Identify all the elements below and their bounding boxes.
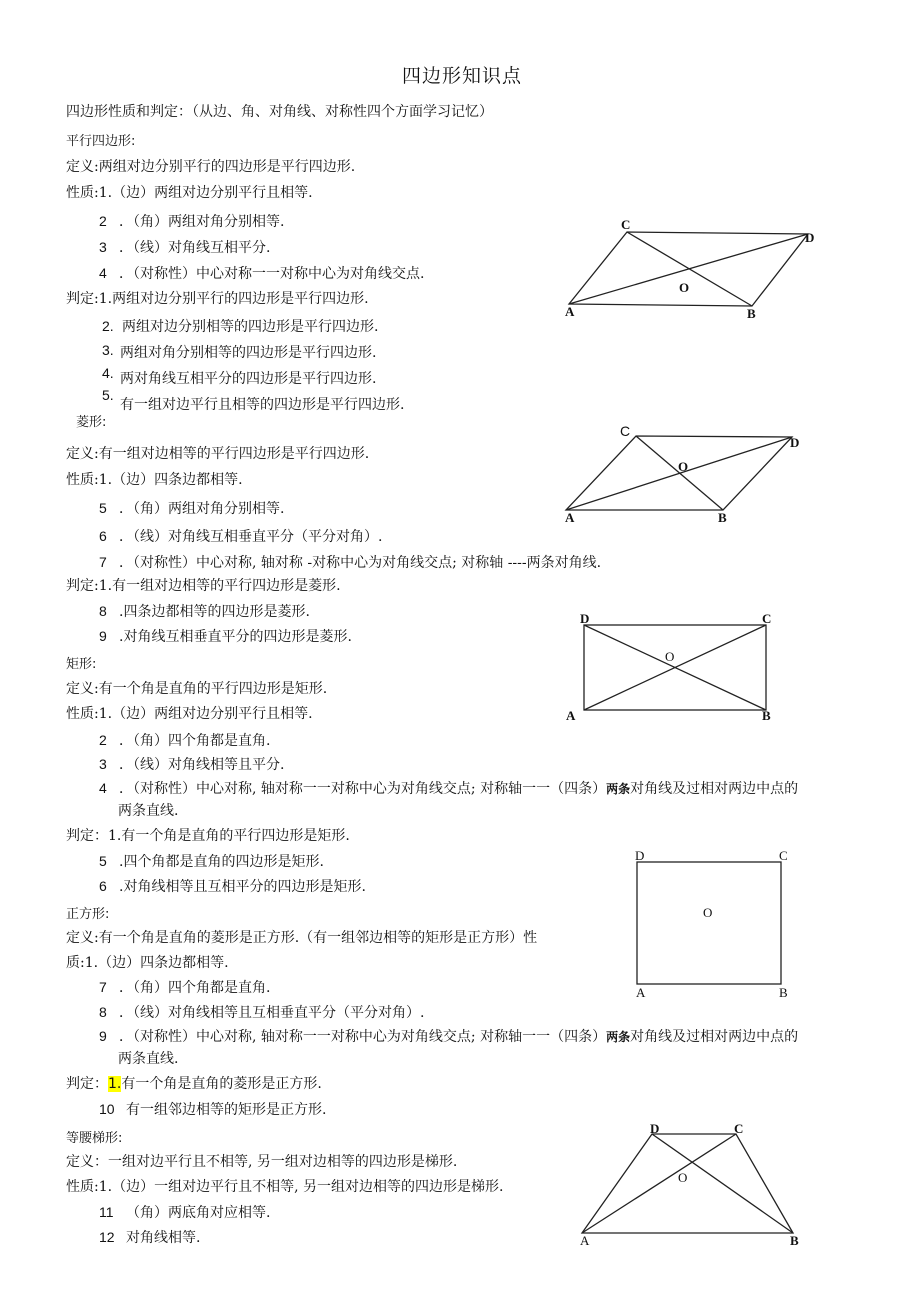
- item-text: 对角线及过相对两边中点的: [630, 1029, 799, 1045]
- vertex-label-a: A: [636, 985, 646, 1000]
- section-heading-parallelogram: 平行四边形:: [66, 134, 136, 149]
- item-text: ．（对称性）中心对称, 轴对称 -对称中心为对角线交点; 对称轴 ----两条对角线.: [119, 555, 602, 571]
- text-line: 定义:有一个角是直角的平行四边形是矩形.: [66, 681, 328, 697]
- vertex-label-c: C: [762, 611, 772, 626]
- item-number: 3: [99, 239, 107, 255]
- item-text: 两条: [606, 1030, 631, 1044]
- vertex-label-b: B: [790, 1233, 799, 1248]
- item-text: 判定：: [66, 1076, 108, 1092]
- intro-text: 四边形性质和判定：（从边、角、对角线、对称性四个方面学习记忆）: [66, 104, 493, 120]
- vertex-label-d: D: [580, 611, 590, 626]
- trapezoid-outline: [582, 1134, 793, 1233]
- vertex-label-b: B: [747, 306, 756, 321]
- text-line: 判定:1.有一组对边相等的平行四边形是菱形.: [66, 578, 341, 594]
- item-number: 5.: [102, 387, 114, 403]
- text-line: 判定：1.有一个角是直角的平行四边形是矩形.: [66, 828, 350, 844]
- vertex-label-c: C: [620, 423, 631, 439]
- item-text: 两组对角分别相等的四边形是平行四边形.: [120, 345, 377, 361]
- page-title: 四边形知识点: [402, 65, 523, 87]
- vertex-label-c: C: [779, 848, 788, 863]
- item-text: ．（线）对角线互相垂直平分（平分对角）.: [119, 529, 383, 545]
- item-number: 4.: [102, 365, 114, 381]
- vertex-label-d: D: [635, 848, 645, 863]
- item-number: 12: [99, 1229, 115, 1245]
- text-line: 性质:1.（边）两组对边分别平行且相等.: [66, 185, 313, 201]
- item-number: 7: [99, 979, 107, 995]
- text-line: 定义:两组对边分别平行的四边形是平行四边形.: [66, 159, 356, 175]
- item-number: 6: [99, 528, 107, 544]
- item-text: ．（角）两组对角分别相等.: [119, 214, 285, 230]
- item-number: 11: [99, 1204, 114, 1220]
- text-line: 性质:1.（边）一组对边平行且不相等, 另一组对边相等的四边形是梯形.: [66, 1179, 504, 1195]
- vertex-label-d: D: [650, 1121, 660, 1136]
- vertex-label-d: D: [805, 230, 815, 245]
- vertex-label-a: A: [580, 1233, 590, 1248]
- item-number: 8: [99, 603, 107, 619]
- item-text: ．（线）对角线相等且互相垂直平分（平分对角）.: [119, 1005, 425, 1021]
- item-text: ．（角）四个角都是直角.: [119, 980, 271, 996]
- item-number: 10: [99, 1101, 115, 1117]
- vertex-label-a: A: [565, 304, 575, 319]
- vertex-label-b: B: [779, 985, 788, 1000]
- center-label-o: O: [665, 649, 675, 664]
- item-text: .四条边都相等的四边形是菱形.: [119, 604, 310, 620]
- item-number: 2: [99, 732, 107, 748]
- vertex-label-a: A: [566, 708, 576, 723]
- item-text: ．（对称性）中心对称, 轴对称一一对称中心为对角线交点; 对称轴一一（四条）: [119, 1029, 607, 1045]
- vertex-label-b: B: [718, 510, 727, 525]
- text-line: 定义:有一个角是直角的菱形是正方形.（有一组邻边相等的矩形是正方形）性: [66, 930, 538, 946]
- item-number: 6: [99, 878, 107, 894]
- item-text: 有一组对边平行且相等的四边形是平行四边形.: [120, 397, 405, 413]
- vertex-label-d: D: [790, 435, 800, 450]
- text-line: 质:1.（边）四条边都相等.: [66, 955, 229, 971]
- item-text: 对角线及过相对两边中点的: [630, 781, 799, 797]
- item-text: .对角线相等且互相平分的四边形是矩形.: [119, 879, 366, 895]
- item-text: ．（角）两组对角分别相等.: [119, 501, 285, 517]
- item-number: 4: [99, 265, 107, 281]
- section-heading-square: 正方形:: [66, 907, 110, 922]
- text-line: 性质:1.（边）两组对边分别平行且相等.: [66, 706, 313, 722]
- item-text: 两对角线互相平分的四边形是平行四边形.: [120, 371, 377, 387]
- vertex-label-a: A: [565, 510, 575, 525]
- center-label-o: O: [678, 1170, 688, 1185]
- center-label-o: O: [679, 280, 690, 295]
- vertex-label-c: C: [621, 217, 631, 232]
- item-text: ．（角）四个角都是直角.: [119, 733, 271, 749]
- item-number: 5: [99, 500, 107, 516]
- item-text: .对角线互相垂直平分的四边形是菱形.: [119, 629, 352, 645]
- item-text: .四个角都是直角的四边形是矩形.: [119, 854, 324, 870]
- diagonal-ac: [582, 1134, 736, 1233]
- text-line: 性质:1.（边）四条边都相等.: [66, 472, 243, 488]
- section-heading-rectangle: 矩形:: [66, 657, 97, 672]
- section-heading-rhombus: 菱形:: [76, 415, 107, 430]
- item-number: 9: [99, 1028, 107, 1044]
- item-text: （角）两底角对应相等.: [126, 1205, 271, 1221]
- item-text: ．（线）对角线相等且平分.: [119, 757, 285, 773]
- item-number: 3.: [102, 342, 114, 358]
- text-line: 两条直线.: [118, 1051, 179, 1067]
- text-line: 两条直线.: [118, 803, 179, 819]
- highlighted-number: 1.: [108, 1076, 122, 1092]
- vertex-label-b: B: [762, 708, 771, 723]
- item-text: 有一个角是直角的菱形是正方形.: [121, 1076, 322, 1092]
- item-text: 有一组邻边相等的矩形是正方形.: [126, 1102, 327, 1118]
- item-text: 两条: [606, 782, 631, 796]
- item-number: 3: [99, 756, 107, 772]
- item-number: 4: [99, 780, 107, 796]
- item-text: ．（对称性）中心对称, 轴对称一一对称中心为对角线交点; 对称轴一一（四条）: [119, 781, 607, 797]
- item-number: 2: [99, 213, 107, 229]
- item-number: 8: [99, 1004, 107, 1020]
- item-text: ．（线）对角线互相平分.: [119, 240, 271, 256]
- center-label-o: O: [703, 905, 713, 920]
- section-heading-trapezoid: 等腰梯形:: [66, 1131, 123, 1146]
- item-number: 2.: [102, 318, 114, 334]
- item-text: 对角线相等.: [126, 1230, 201, 1246]
- text-line: 判定:1.两组对边分别平行的四边形是平行四边形.: [66, 291, 369, 307]
- text-line: 定义:有一组对边相等的平行四边形是平行四边形.: [66, 446, 370, 462]
- diagonal-db: [652, 1134, 793, 1233]
- item-number: 7: [99, 554, 107, 570]
- item-number: 5: [99, 853, 107, 869]
- vertex-label-c: C: [734, 1121, 744, 1136]
- item-number: 9: [99, 628, 107, 644]
- text-line: 定义：一组对边平行且不相等, 另一组对边相等的四边形是梯形.: [66, 1154, 458, 1170]
- item-text: ．（对称性）中心对称一一对称中心为对角线交点.: [119, 266, 425, 282]
- center-label-o: O: [678, 459, 689, 474]
- item-text: 两组对边分别相等的四边形是平行四边形.: [122, 319, 379, 335]
